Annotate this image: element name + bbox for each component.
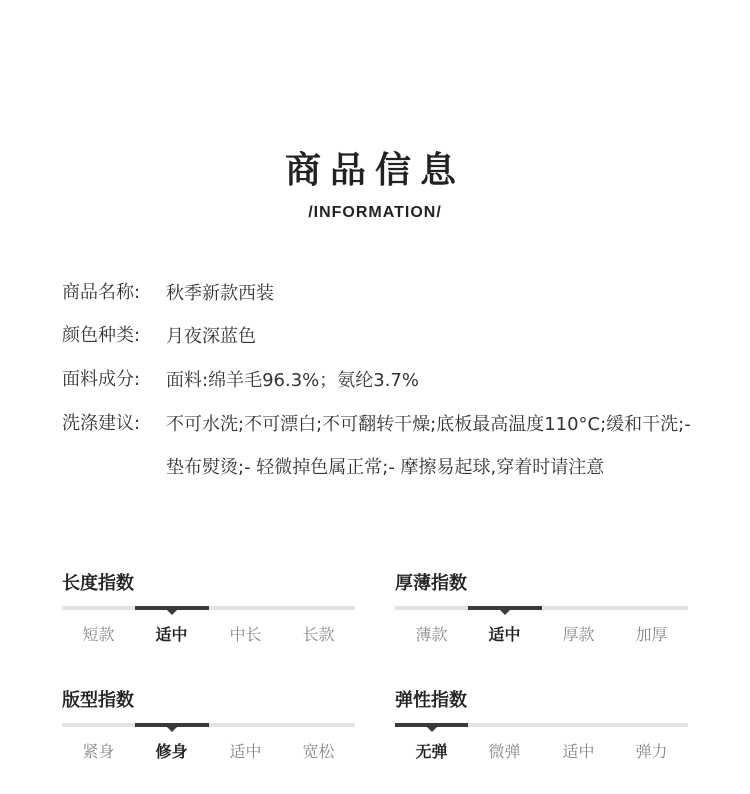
- meter-option: 长款: [302, 625, 335, 644]
- meter-option: 无弹: [415, 742, 448, 761]
- meter-option: 适中: [155, 625, 188, 644]
- meter-option: 紧身: [82, 742, 115, 761]
- meter-track: [395, 723, 688, 727]
- meter-option: 适中: [229, 742, 262, 761]
- meter-title: 弹性指数: [395, 690, 467, 711]
- meter-title: 厚薄指数: [395, 573, 467, 594]
- meter-pointer-icon: [167, 727, 177, 732]
- meter-option: 宽松: [302, 742, 335, 761]
- meter-option: 适中: [562, 742, 595, 761]
- meter-length: [62, 572, 355, 652]
- info-label: 商品名称:: [62, 282, 141, 303]
- info-value: 月夜深蓝色: [166, 326, 256, 347]
- meter-option: 微弹: [488, 742, 521, 761]
- info-value: 秋季新款西装: [166, 283, 274, 304]
- info-value: 面料:绵羊毛96.3%；氨纶3.7%: [166, 370, 419, 391]
- meter-option: 修身: [155, 742, 188, 761]
- meter-option: 中长: [229, 625, 262, 644]
- meter-option: 加厚: [635, 625, 668, 644]
- meter-thickness: [395, 572, 688, 652]
- info-label: 洗涤建议:: [62, 413, 141, 434]
- info-value: 不可水洗;不可漂白;不可翻转干燥;底板最高温度110°C;缓和干洗;- 垫布熨烫;- 轻微掉色属正常;- 摩擦易起球,穿着时请注意: [166, 414, 691, 478]
- meter-track: [395, 606, 688, 610]
- meter-track: [62, 723, 355, 727]
- meter-title: 版型指数: [62, 690, 134, 711]
- meter-option: 适中: [488, 625, 521, 644]
- meter-pointer-icon: [427, 727, 437, 732]
- meter-track: [62, 606, 355, 610]
- meter-option: 薄款: [415, 625, 448, 644]
- meter-option: 弹力: [635, 742, 668, 761]
- info-label: 颜色种类:: [62, 325, 141, 346]
- meter-pointer-icon: [167, 610, 177, 615]
- info-label: 面料成分:: [62, 369, 141, 390]
- meter-option: 短款: [82, 625, 115, 644]
- page-title: 商品信息: [284, 150, 465, 191]
- meter-elasticity: [395, 689, 688, 769]
- meter-fit: [62, 689, 355, 769]
- meter-option: 厚款: [562, 625, 595, 644]
- page-subtitle: /INFORMATION/: [308, 204, 442, 221]
- meter-pointer-icon: [500, 610, 510, 615]
- meter-title: 长度指数: [62, 573, 134, 594]
